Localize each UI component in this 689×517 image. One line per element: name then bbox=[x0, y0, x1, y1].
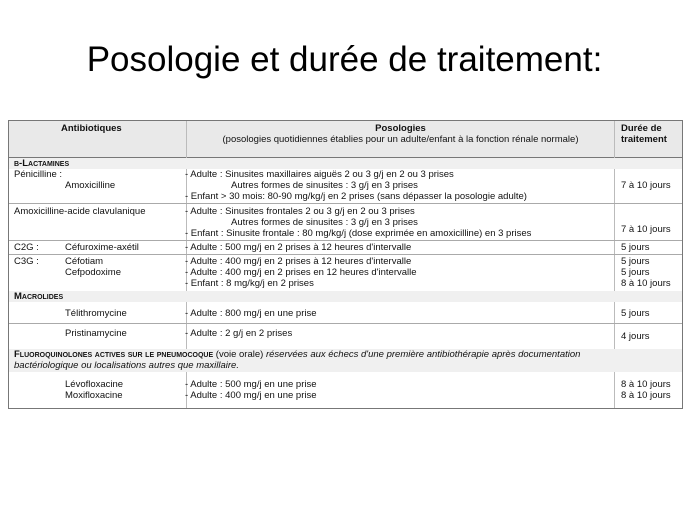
section-fluoroquinolones-title: Fluoroquinolones actives sur le pneumocoque bbox=[14, 349, 214, 360]
posology-line: - Adulte : Sinusites maxillaires aiguës 2 ou 3 g/j en 2 ou 3 prises bbox=[185, 169, 454, 180]
posology-line: - Adulte : 400 mg/j en 2 prises à 12 heures d'intervalle bbox=[185, 256, 412, 267]
section-macrolides: Macrolides bbox=[14, 291, 64, 302]
antibiotic-table bbox=[8, 120, 683, 409]
drug-levofloxacine: Lévofloxacine bbox=[65, 379, 124, 390]
header-duree: Durée de bbox=[621, 123, 662, 134]
posology-line: Autres formes de sinusites : 3 g/j en 3 prises bbox=[231, 180, 418, 191]
row-divider bbox=[9, 203, 682, 204]
posology-line: - Adulte : 400 mg/j en une prise bbox=[185, 390, 317, 401]
section-fluoroquinolones-route: (voie orale) bbox=[215, 349, 264, 360]
duration: 8 à 10 jours bbox=[621, 379, 671, 390]
drug-class-c3g: C3G : bbox=[14, 256, 39, 267]
drug-moxifloxacine: Moxifloxacine bbox=[65, 390, 123, 401]
section-beta-lactamines: β-Lactamines bbox=[14, 158, 70, 169]
section-fluoroquinolones-note-2: bactériologique ou localisations autres que maxillaire. bbox=[14, 360, 239, 371]
drug-cefuroxime-axetil: Céfuroxime-axétil bbox=[65, 242, 139, 253]
posology-line: - Adulte : Sinusites frontales 2 ou 3 g/j en 2 ou 3 prises bbox=[185, 206, 415, 217]
posology-line: - Adulte : 500 mg/j en 2 prises à 12 heures d'intervalle bbox=[185, 242, 412, 253]
posology-line: - Adulte : 400 mg/j en 2 prises en 12 heures d'intervalle bbox=[185, 267, 417, 278]
drug-telithromycine: Télithromycine bbox=[65, 308, 127, 319]
drug-class-penicilline: Pénicilline : bbox=[14, 169, 63, 180]
posology-line: - Enfant : Sinusite frontale : 80 mg/kg/j (dose exprimée en amoxicilline) en 3 prises bbox=[185, 228, 532, 239]
drug-cefpodoxime: Cefpodoxime bbox=[65, 267, 121, 278]
drug-cefotiam: Céfotiam bbox=[65, 256, 104, 267]
duration: 5 jours bbox=[621, 242, 650, 253]
header-posologies-note: (posologies quotidiennes établies pour un adulte/enfant à la fonction rénale normale) bbox=[222, 134, 579, 145]
section-fluoroquinolones-note: réservées aux échecs d'une première antibiothérapie après documentation bbox=[265, 349, 581, 360]
duration: 5 jours bbox=[621, 308, 650, 319]
posology-line: - Adulte : 800 mg/j en une prise bbox=[185, 308, 317, 319]
drug-class-c2g: C2G : bbox=[14, 242, 39, 253]
duration: 8 à 10 jours bbox=[621, 278, 671, 289]
posology-line: - Enfant > 30 mois: 80-90 mg/kg/j en 2 prises (sans dépasser la posologie adulte) bbox=[185, 191, 527, 202]
posology-line: - Enfant : 8 mg/kg/j en 2 prises bbox=[185, 278, 314, 289]
row-divider bbox=[9, 254, 682, 255]
duration: 7 à 10 jours bbox=[621, 180, 671, 191]
slide-title: Posologie et durée de traitement: bbox=[86, 40, 603, 79]
section-fluoroquinolones bbox=[14, 350, 580, 360]
duration: 5 jours bbox=[621, 267, 650, 278]
duration: 5 jours bbox=[621, 256, 650, 267]
posology-line: Autres formes de sinusites : 3 g/j en 3 prises bbox=[231, 217, 418, 228]
posology-line: - Adulte : 500 mg/j en une prise bbox=[185, 379, 317, 390]
drug-pristinamycine: Pristinamycine bbox=[65, 328, 127, 339]
header-posologies: Posologies bbox=[375, 123, 426, 134]
row-divider bbox=[9, 240, 682, 241]
row-divider bbox=[9, 323, 682, 324]
drug-amoxicilline-clavulanique: Amoxicilline-acide clavulanique bbox=[14, 206, 146, 217]
section-band bbox=[9, 291, 682, 302]
duration: 7 à 10 jours bbox=[621, 224, 671, 235]
drug-amoxicilline: Amoxicilline bbox=[65, 180, 116, 191]
duration: 8 à 10 jours bbox=[621, 390, 671, 401]
header-antibiotiques: Antibiotiques bbox=[61, 123, 122, 134]
duration: 4 jours bbox=[621, 331, 650, 342]
section-band bbox=[9, 158, 682, 169]
posology-line: - Adulte : 2 g/j en 2 prises bbox=[185, 328, 293, 339]
header-traitement: traitement bbox=[621, 134, 667, 145]
